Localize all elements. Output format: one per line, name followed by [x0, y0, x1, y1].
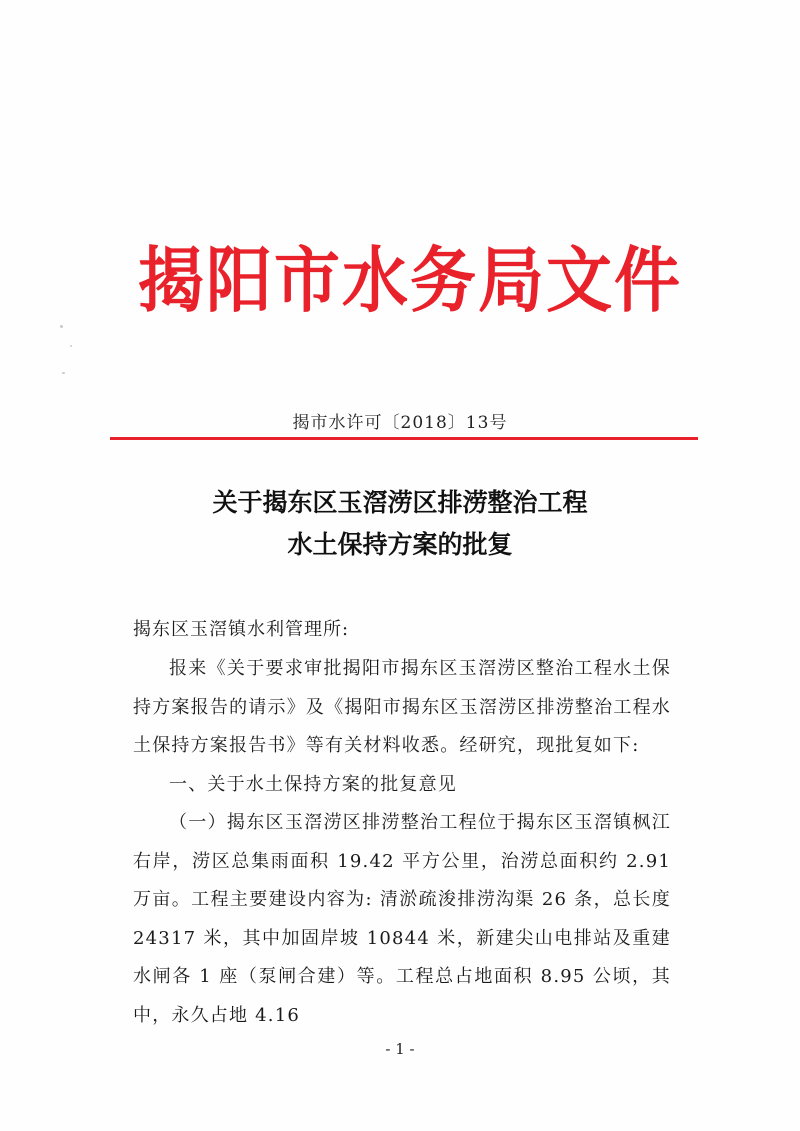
title-line-2: 水土保持方案的批复	[287, 530, 513, 559]
document-number: 揭市水许可〔2018〕13号	[292, 413, 508, 433]
section-heading: 一、关于水土保持方案的批复意见	[169, 773, 457, 795]
scan-speck	[60, 325, 63, 328]
scan-speck	[70, 345, 72, 347]
masthead-title: 揭阳市水务局文件	[138, 239, 682, 323]
scan-speck	[62, 372, 65, 374]
page-number: - 1 -	[385, 1040, 415, 1058]
document-title	[0, 482, 800, 566]
body-paragraph: 报来《关于要求审批揭阳市揭东区玉滘涝区整治工程水土保持方案报告的请示》及《揭阳市揭东区玉滘涝区排涝整治工程水土保持方案报告书》等有关材料收悉。经研究，现批复如下:	[133, 658, 671, 756]
addressee: 揭东区玉滘镇水利管理所:	[133, 619, 350, 640]
body-paragraph: （一）揭东区玉滘涝区排涝整治工程位于揭东区玉滘镇枫江右岸，涝区总集雨面积 19.42 平方公里，治涝总面积约 2.91 万亩。工程主要建设内容为: 清淤疏浚排涝沟渠 26 条，总长度 24317 米，其中加固岸坡 10844 米，新建尖山电排站及重建水闸各 1 座（泵闸合建）等。工程总占地面积 8.95 公顷，其中，永久占地 4.16	[133, 812, 671, 1026]
document-body	[133, 650, 671, 1035]
red-separator-line	[110, 437, 698, 440]
title-line-1: 关于揭东区玉滘涝区排涝整治工程	[212, 488, 588, 517]
